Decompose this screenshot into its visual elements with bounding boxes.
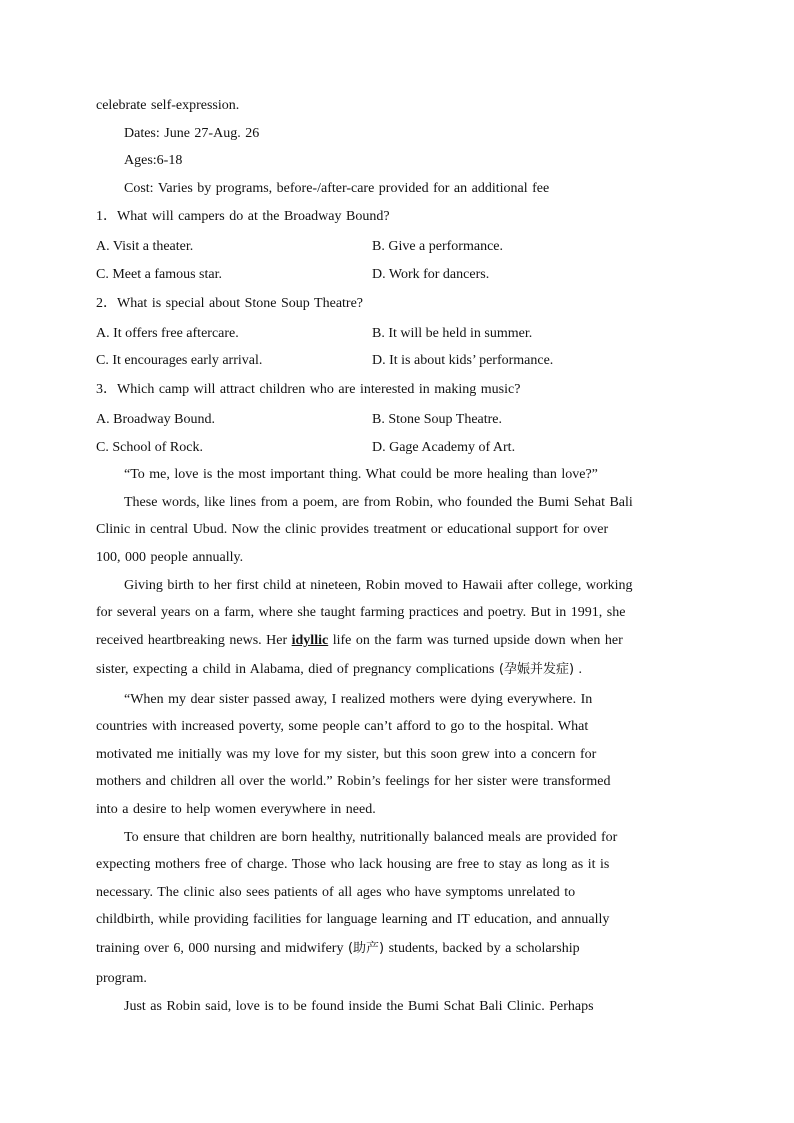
passage-line: necessary. The clinic also sees patients of all ages who have symptoms unrelated to [96, 885, 576, 900]
camp-cost: Cost: Varies by programs, before-/after-care provided for an additional fee [124, 181, 550, 196]
passage-line: for several years on a farm, where she taught farming practices and poetry. But in 1991, she [96, 605, 626, 620]
passage-line: These words, like lines from a poem, are from Robin, who founded the Bumi Sehat Bali [124, 495, 633, 510]
passage-line: To ensure that children are born healthy, nutritionally balanced meals are provided for [124, 830, 618, 845]
passage-text: . [574, 662, 583, 677]
question-1-stem: 1．What will campers do at the Broadway Bound? [96, 209, 390, 224]
passage-line: countries with increased poverty, some people can’t afford to go to the hospital. What [96, 719, 589, 734]
passage-text: training over 6, 000 nursing and midwifery [96, 941, 348, 956]
passage-line: mothers and children all over the world.” Robin’s feelings for her sister were transformed [96, 774, 611, 789]
question-3-option-b: B. Stone Soup Theatre. [372, 412, 503, 427]
passage-line: motivated me initially was my love for my sister, but this soon grew into a concern for [96, 747, 597, 762]
question-1-option-c: C. Meet a famous star. [96, 267, 222, 282]
question-3-option-a: A. Broadway Bound. [96, 412, 215, 427]
question-1-option-d: D. Work for dancers. [372, 267, 490, 282]
passage-line: into a desire to help women everywhere in need. [96, 802, 376, 817]
chinese-gloss: (孕娠并发症) [498, 662, 575, 677]
question-2-stem: 2．What is special about Stone Soup Theatre? [96, 296, 364, 311]
camp-ages: Ages:6-18 [124, 153, 183, 168]
passage-line [96, 661, 582, 679]
question-2-option-d: D. It is about kids’ performance. [372, 353, 554, 368]
question-3-option-c: C. School of Rock. [96, 440, 203, 455]
passage-quote-line: “To me, love is the most important thing. What could be more healing than love?” [124, 467, 598, 482]
passage-text: students, backed by a scholarship [384, 941, 580, 956]
question-2-option-b: B. It will be held in summer. [372, 326, 533, 341]
passage-line: program. [96, 971, 147, 986]
question-1-option-b: B. Give a performance. [372, 239, 503, 254]
passage-line [96, 632, 623, 650]
passage-line: “When my dear sister passed away, I realized mothers were dying everywhere. In [124, 692, 593, 707]
question-3-stem: 3．Which camp will attract children who are interested in making music? [96, 382, 521, 397]
chinese-gloss: (助产) [347, 941, 385, 956]
passage-text: received heartbreaking news. Her [96, 633, 292, 648]
passage-line [96, 940, 580, 958]
question-3-option-d: D. Gage Academy of Art. [372, 440, 516, 455]
question-1-option-a: A. Visit a theater. [96, 239, 194, 254]
passage-line: Clinic in central Ubud. Now the clinic provides treatment or educational support for over [96, 522, 609, 537]
passage-line: Just as Robin said, love is to be found inside the Bumi Schat Bali Clinic. Perhaps [124, 999, 594, 1014]
camp-info-tail: celebrate self-expression. [96, 98, 240, 113]
passage-line: expecting mothers free of charge. Those who lack housing are free to stay as long as it is [96, 857, 610, 872]
passage-line: 100, 000 people annually. [96, 550, 244, 565]
passage-text: life on the farm was turned upside down when her [328, 633, 623, 648]
question-2-option-a: A. It offers free aftercare. [96, 326, 239, 341]
passage-line: childbirth, while providing facilities for language learning and IT education, and annually [96, 912, 610, 927]
question-2-option-c: C. It encourages early arrival. [96, 353, 263, 368]
passage-line: Giving birth to her first child at nineteen, Robin moved to Hawaii after college, working [124, 578, 633, 593]
camp-dates: Dates: June 27-Aug. 26 [124, 126, 260, 141]
passage-text: sister, expecting a child in Alabama, died of pregnancy complications [96, 662, 499, 677]
vocab-word-idyllic: idyllic [291, 633, 329, 648]
